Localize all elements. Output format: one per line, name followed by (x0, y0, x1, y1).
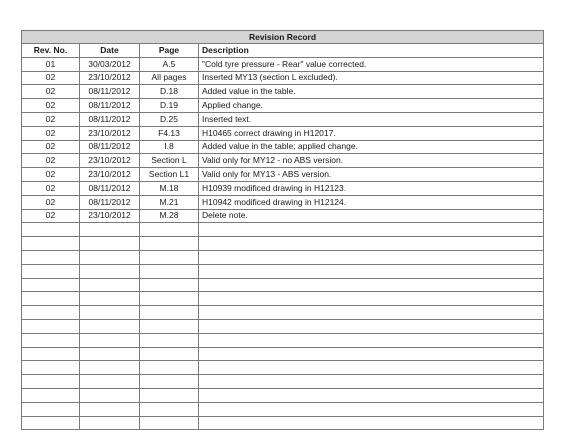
rev-no-cell (22, 278, 80, 292)
description-cell: H10942 modificed drawing in H12124. (199, 195, 544, 209)
table-row (22, 57, 544, 71)
rev-no-cell (22, 319, 80, 333)
description-cell (199, 361, 544, 375)
page-cell (140, 388, 199, 402)
table-row (22, 361, 544, 375)
description-cell: H10939 modificed drawing in H12123. (199, 181, 544, 195)
table-row (22, 154, 544, 168)
page-cell: D.18 (140, 85, 199, 99)
rev-no-cell (22, 237, 80, 251)
page-cell: Section L1 (140, 168, 199, 182)
table-row (22, 209, 544, 223)
description-cell (199, 347, 544, 361)
header-description: Description (199, 44, 544, 58)
description-cell (199, 416, 544, 430)
description-cell: Inserted MY13 (section L excluded). (199, 71, 544, 85)
description-cell (199, 319, 544, 333)
page-cell (140, 347, 199, 361)
revision-record-table (21, 30, 544, 430)
table-row (22, 388, 544, 402)
table-row (22, 195, 544, 209)
page-cell (140, 375, 199, 389)
rev-no-cell (22, 223, 80, 237)
rev-no-cell: 02 (22, 209, 80, 223)
table-row (22, 181, 544, 195)
description-cell: H10465 correct drawing in H12017. (199, 126, 544, 140)
rev-no-cell (22, 416, 80, 430)
rev-no-cell: 02 (22, 85, 80, 99)
date-cell: 23/10/2012 (80, 126, 140, 140)
date-cell (80, 223, 140, 237)
rev-no-cell: 02 (22, 168, 80, 182)
date-cell: 08/11/2012 (80, 85, 140, 99)
date-cell (80, 250, 140, 264)
date-cell (80, 306, 140, 320)
page-cell (140, 223, 199, 237)
date-cell: 23/10/2012 (80, 71, 140, 85)
rev-no-cell (22, 375, 80, 389)
date-cell (80, 416, 140, 430)
table-row (22, 112, 544, 126)
table-row (22, 140, 544, 154)
table-header-row (22, 44, 544, 58)
table-row (22, 292, 544, 306)
page-cell: M.28 (140, 209, 199, 223)
table-row (22, 264, 544, 278)
table-title: Revision Record (22, 31, 544, 44)
rev-no-cell (22, 250, 80, 264)
page-cell (140, 264, 199, 278)
page-cell: All pages (140, 71, 199, 85)
table-row (22, 99, 544, 113)
date-cell (80, 319, 140, 333)
rev-no-cell (22, 306, 80, 320)
date-cell (80, 333, 140, 347)
description-cell (199, 223, 544, 237)
description-cell (199, 250, 544, 264)
date-cell (80, 388, 140, 402)
page-cell: D.25 (140, 112, 199, 126)
date-cell (80, 264, 140, 278)
page-cell: Section L (140, 154, 199, 168)
rev-no-cell: 02 (22, 99, 80, 113)
rev-no-cell: 02 (22, 112, 80, 126)
rev-no-cell: 02 (22, 181, 80, 195)
table-row (22, 237, 544, 251)
description-cell (199, 264, 544, 278)
page-cell (140, 333, 199, 347)
table-body (22, 57, 544, 430)
description-cell: Applied change. (199, 99, 544, 113)
rev-no-cell (22, 292, 80, 306)
page-cell: M.18 (140, 181, 199, 195)
date-cell (80, 278, 140, 292)
description-cell: Valid only for MY13 - ABS version. (199, 168, 544, 182)
table-title-row (22, 31, 544, 44)
table-row (22, 306, 544, 320)
page-cell (140, 402, 199, 416)
date-cell (80, 375, 140, 389)
rev-no-cell (22, 361, 80, 375)
page-cell (140, 278, 199, 292)
header-page: Page (140, 44, 199, 58)
description-cell (199, 333, 544, 347)
rev-no-cell: 02 (22, 154, 80, 168)
table-row (22, 347, 544, 361)
description-cell (199, 306, 544, 320)
page-cell (140, 416, 199, 430)
table-row (22, 319, 544, 333)
page-cell (140, 237, 199, 251)
date-cell: 08/11/2012 (80, 140, 140, 154)
table-row (22, 250, 544, 264)
description-cell (199, 292, 544, 306)
rev-no-cell: 02 (22, 195, 80, 209)
header-date: Date (80, 44, 140, 58)
description-cell: Added value in the table; applied change. (199, 140, 544, 154)
page-cell: M.21 (140, 195, 199, 209)
table-row (22, 126, 544, 140)
description-cell: Inserted text. (199, 112, 544, 126)
rev-no-cell: 01 (22, 57, 80, 71)
page-cell (140, 250, 199, 264)
description-cell (199, 237, 544, 251)
description-cell (199, 402, 544, 416)
table-row (22, 223, 544, 237)
rev-no-cell: 02 (22, 140, 80, 154)
date-cell: 23/10/2012 (80, 168, 140, 182)
rev-no-cell (22, 347, 80, 361)
table-row (22, 375, 544, 389)
page-cell: F4.13 (140, 126, 199, 140)
rev-no-cell (22, 264, 80, 278)
page-cell: D.19 (140, 99, 199, 113)
page-cell (140, 292, 199, 306)
page-cell (140, 361, 199, 375)
description-cell: Delete note. (199, 209, 544, 223)
date-cell (80, 402, 140, 416)
date-cell (80, 347, 140, 361)
page-cell (140, 306, 199, 320)
description-cell (199, 388, 544, 402)
date-cell: 08/11/2012 (80, 99, 140, 113)
rev-no-cell: 02 (22, 126, 80, 140)
date-cell (80, 361, 140, 375)
date-cell (80, 237, 140, 251)
date-cell: 08/11/2012 (80, 112, 140, 126)
table-row (22, 168, 544, 182)
page-cell: A.5 (140, 57, 199, 71)
description-cell: "Cold tyre pressure - Rear" value corrected. (199, 57, 544, 71)
rev-no-cell (22, 388, 80, 402)
date-cell: 30/03/2012 (80, 57, 140, 71)
date-cell: 08/11/2012 (80, 181, 140, 195)
date-cell: 23/10/2012 (80, 154, 140, 168)
date-cell (80, 292, 140, 306)
header-rev-no: Rev. No. (22, 44, 80, 58)
description-cell (199, 375, 544, 389)
rev-no-cell (22, 402, 80, 416)
page-cell (140, 319, 199, 333)
date-cell: 23/10/2012 (80, 209, 140, 223)
description-cell (199, 278, 544, 292)
table-row (22, 278, 544, 292)
description-cell: Valid only for MY12 - no ABS version. (199, 154, 544, 168)
description-cell: Added value in the table. (199, 85, 544, 99)
table-row (22, 402, 544, 416)
date-cell: 08/11/2012 (80, 195, 140, 209)
rev-no-cell (22, 333, 80, 347)
table-row (22, 416, 544, 430)
table-row (22, 71, 544, 85)
table-row (22, 333, 544, 347)
rev-no-cell: 02 (22, 71, 80, 85)
page-cell: I.8 (140, 140, 199, 154)
table-row (22, 85, 544, 99)
